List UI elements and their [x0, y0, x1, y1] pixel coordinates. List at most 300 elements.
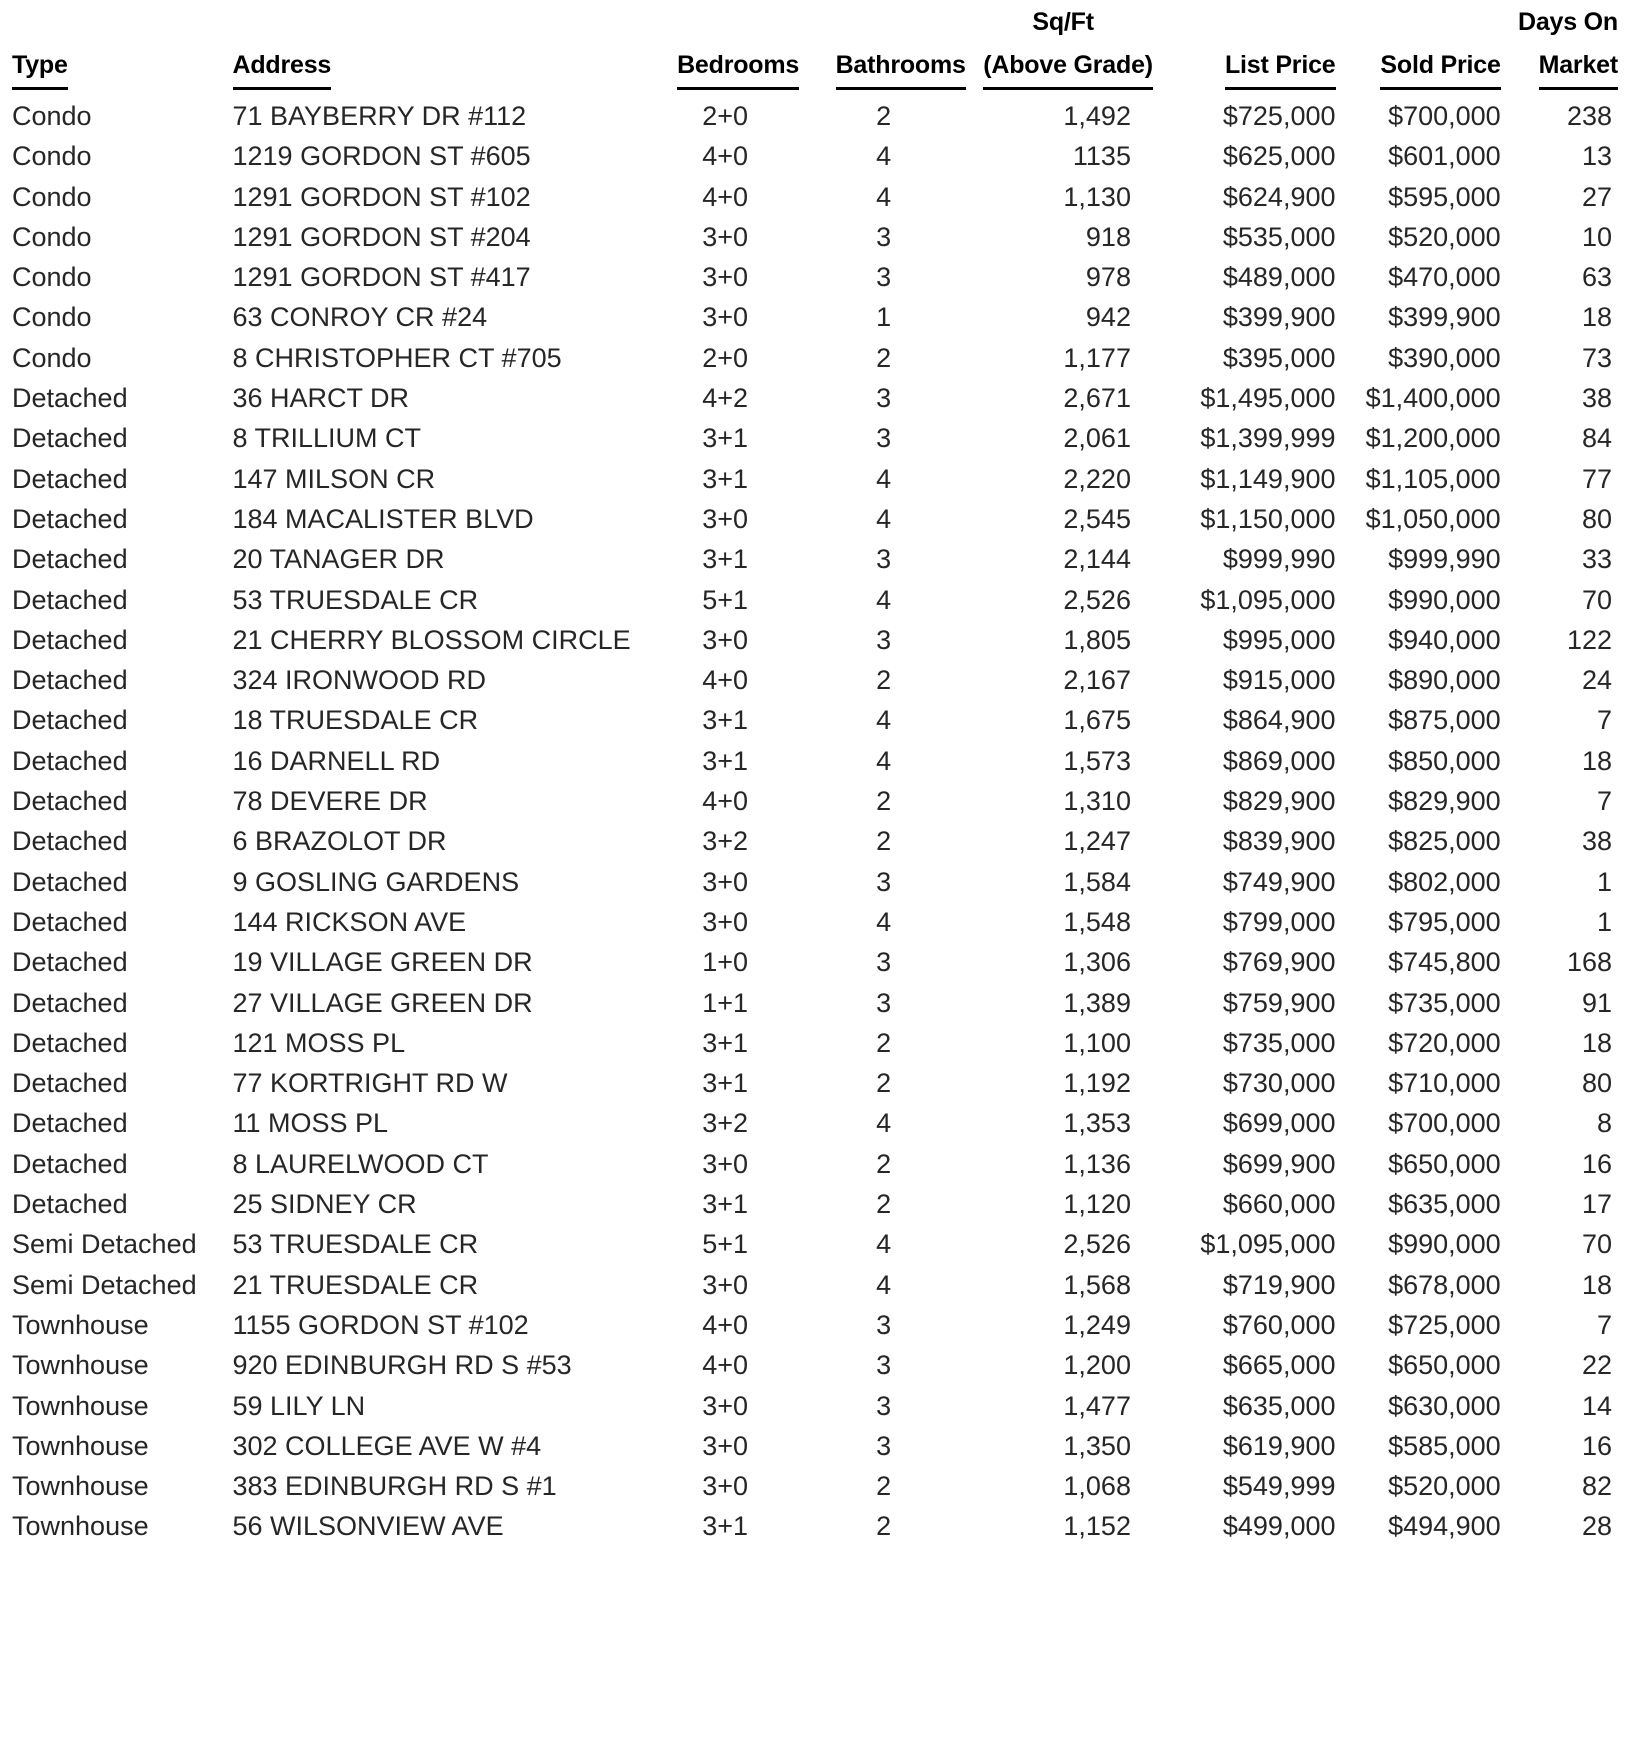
cell-type: Detached [12, 1189, 128, 1220]
cell-dom: 8 [1596, 1108, 1612, 1139]
cell-bedrooms: 1+1 [702, 987, 749, 1018]
cell-bathrooms: 2 [876, 786, 892, 817]
cell-dom: 1 [1596, 906, 1612, 937]
cell-dom: 38 [1581, 826, 1612, 857]
cell-sqft: 1,247 [1063, 826, 1131, 857]
cell-bathrooms: 2 [876, 1068, 892, 1099]
cell-sqft: 2,167 [1063, 665, 1131, 696]
cell-list: $699,000 [1222, 1108, 1336, 1139]
cell-type: Detached [12, 786, 128, 817]
cell-sqft: 1,389 [1063, 987, 1131, 1018]
cell-bedrooms: 4+0 [702, 141, 749, 172]
cell-bedrooms: 3+2 [702, 1108, 749, 1139]
table-body [8, 96, 1626, 1547]
cell-type: Detached [12, 624, 128, 655]
cell-bedrooms: 3+0 [702, 1390, 749, 1421]
cell-type: Detached [12, 463, 128, 494]
table-row[interactable] [8, 1506, 1626, 1546]
cell-dom: 18 [1581, 1027, 1612, 1058]
cell-bathrooms: 4 [876, 1269, 892, 1300]
column-header-dom[interactable] [1509, 0, 1626, 96]
cell-bathrooms: 3 [876, 544, 892, 575]
cell-bedrooms: 1+0 [702, 947, 749, 978]
cell-sqft: 1,477 [1063, 1390, 1131, 1421]
cell-dom: 7 [1596, 705, 1612, 736]
cell-bathrooms: 4 [876, 463, 892, 494]
table-row[interactable] [8, 1426, 1626, 1466]
cell-dom: 91 [1581, 987, 1612, 1018]
cell-address: 16 DARNELL RD [232, 745, 441, 776]
cell-address: 1291 GORDON ST #102 [232, 181, 531, 212]
cell-dom: 17 [1581, 1189, 1612, 1220]
cell-list: $635,000 [1222, 1390, 1336, 1421]
cell-address: 920 EDINBURGH RD S #53 [232, 1350, 572, 1381]
cell-bedrooms: 3+1 [702, 1068, 749, 1099]
cell-bathrooms: 4 [876, 906, 892, 937]
table-row[interactable] [8, 821, 1626, 861]
cell-list: $399,900 [1222, 302, 1336, 333]
cell-address: 25 SIDNEY CR [232, 1189, 417, 1220]
cell-bedrooms: 4+0 [702, 1309, 749, 1340]
property-listings-table [8, 0, 1626, 1547]
cell-sold: $875,000 [1388, 705, 1501, 736]
cell-dom: 38 [1581, 383, 1612, 414]
cell-address: 21 TRUESDALE CR [232, 1269, 479, 1300]
cell-dom: 238 [1566, 101, 1612, 131]
cell-type: Detached [12, 705, 128, 736]
cell-list: $625,000 [1222, 141, 1336, 172]
table-row[interactable] [8, 539, 1626, 579]
column-header-address-label: Address [233, 44, 332, 90]
table-row[interactable] [8, 1386, 1626, 1426]
cell-list: $769,900 [1222, 947, 1336, 978]
column-header-dom-label: Market [1539, 44, 1618, 90]
cell-sold: $399,900 [1388, 302, 1501, 333]
cell-sqft: 942 [1085, 302, 1131, 333]
column-header-bedrooms[interactable] [658, 0, 818, 96]
cell-list: $665,000 [1222, 1350, 1336, 1381]
cell-sold: $1,400,000 [1365, 383, 1501, 414]
cell-bathrooms: 1 [876, 302, 892, 333]
cell-list: $549,999 [1222, 1471, 1336, 1502]
table-row[interactable] [8, 1103, 1626, 1143]
cell-sold: $650,000 [1388, 1148, 1501, 1179]
table-row[interactable] [8, 580, 1626, 620]
cell-type: Detached [12, 665, 128, 696]
table-header [8, 0, 1626, 96]
cell-sqft: 978 [1085, 262, 1131, 293]
cell-type: Condo [12, 181, 92, 212]
cell-list: $725,000 [1222, 101, 1336, 131]
cell-address: 184 MACALISTER BLVD [232, 503, 534, 534]
cell-sold: $700,000 [1388, 1108, 1501, 1139]
table-row[interactable] [8, 1063, 1626, 1103]
column-header-sqft-label: (Above Grade) [983, 44, 1153, 90]
cell-list: $1,095,000 [1200, 584, 1336, 615]
cell-dom: 33 [1581, 544, 1612, 575]
cell-list: $749,900 [1222, 866, 1336, 897]
cell-bedrooms: 3+2 [702, 826, 749, 857]
cell-type: Condo [12, 262, 92, 293]
cell-bathrooms: 2 [876, 1471, 892, 1502]
cell-bathrooms: 2 [876, 665, 892, 696]
column-header-bedrooms-label: Bedrooms [677, 44, 799, 90]
cell-address: 11 MOSS PL [232, 1108, 389, 1139]
cell-bedrooms: 3+1 [702, 544, 749, 575]
cell-type: Townhouse [12, 1430, 149, 1461]
cell-type: Semi Detached [12, 1269, 197, 1300]
cell-list: $1,095,000 [1200, 1229, 1336, 1260]
cell-list: $864,900 [1222, 705, 1336, 736]
cell-sqft: 2,144 [1063, 544, 1131, 575]
cell-sold: $745,800 [1388, 947, 1501, 978]
cell-sqft: 1,120 [1063, 1189, 1131, 1220]
column-header-list[interactable] [1173, 0, 1344, 96]
cell-bathrooms: 3 [876, 262, 892, 293]
cell-dom: 16 [1581, 1148, 1612, 1179]
cell-sold: $635,000 [1388, 1189, 1501, 1220]
cell-dom: 70 [1581, 584, 1612, 615]
header-row [8, 0, 1626, 96]
cell-list: $730,000 [1222, 1068, 1336, 1099]
cell-sold: $940,000 [1388, 624, 1501, 655]
cell-bathrooms: 2 [876, 1189, 892, 1220]
cell-dom: 7 [1596, 1309, 1612, 1340]
cell-list: $1,149,900 [1200, 463, 1336, 494]
cell-sold: $494,900 [1388, 1511, 1501, 1542]
cell-bathrooms: 4 [876, 1229, 892, 1260]
cell-dom: 168 [1566, 947, 1612, 978]
cell-bathrooms: 4 [876, 705, 892, 736]
cell-address: 9 GOSLING GARDENS [232, 866, 520, 897]
cell-sold: $720,000 [1388, 1027, 1501, 1058]
column-header-list-label: List Price [1225, 44, 1336, 90]
cell-type: Detached [12, 947, 128, 978]
cell-bedrooms: 3+1 [702, 1511, 749, 1542]
cell-dom: 14 [1581, 1390, 1612, 1421]
cell-dom: 7 [1596, 786, 1612, 817]
column-header-bathrooms[interactable] [818, 0, 983, 96]
cell-type: Semi Detached [12, 1229, 197, 1260]
cell-bathrooms: 2 [876, 826, 892, 857]
cell-bedrooms: 3+1 [702, 463, 749, 494]
cell-address: 8 LAURELWOOD CT [232, 1148, 489, 1179]
cell-address: 78 DEVERE DR [232, 786, 428, 817]
cell-type: Detached [12, 1027, 128, 1058]
cell-sqft: 2,061 [1063, 423, 1131, 454]
cell-sqft: 1,249 [1063, 1309, 1131, 1340]
cell-bathrooms: 2 [876, 1148, 892, 1179]
table-row[interactable] [8, 781, 1626, 821]
cell-type: Detached [12, 1108, 128, 1139]
table-row[interactable] [8, 983, 1626, 1023]
cell-sold: $990,000 [1388, 584, 1501, 615]
cell-type: Detached [12, 906, 128, 937]
table-row[interactable] [8, 499, 1626, 539]
table-row[interactable] [8, 257, 1626, 297]
cell-bedrooms: 3+0 [702, 302, 749, 333]
cell-dom: 18 [1581, 302, 1612, 333]
cell-address: 1291 GORDON ST #417 [232, 262, 531, 293]
table-row[interactable] [8, 620, 1626, 660]
cell-dom: 70 [1581, 1229, 1612, 1260]
cell-list: $869,000 [1222, 745, 1336, 776]
cell-dom: 82 [1581, 1471, 1612, 1502]
table-row[interactable] [8, 942, 1626, 982]
column-header-type[interactable] [8, 0, 227, 96]
cell-sqft: 2,671 [1063, 383, 1131, 414]
cell-bathrooms: 3 [876, 866, 892, 897]
cell-sold: $802,000 [1388, 866, 1501, 897]
cell-sqft: 1,548 [1063, 906, 1131, 937]
cell-sqft: 1135 [1072, 141, 1131, 172]
cell-bathrooms: 4 [876, 584, 892, 615]
cell-list: $999,990 [1222, 544, 1336, 575]
cell-bedrooms: 4+0 [702, 181, 749, 212]
cell-sold: $520,000 [1388, 1471, 1501, 1502]
cell-list: $1,399,999 [1200, 423, 1336, 454]
cell-address: 71 BAYBERRY DR #112 [232, 101, 527, 131]
table-row[interactable] [8, 862, 1626, 902]
cell-type: Detached [12, 1068, 128, 1099]
cell-address: 59 LILY LN [232, 1390, 366, 1421]
table-row[interactable] [8, 418, 1626, 458]
cell-address: 36 HARCT DR [232, 383, 410, 414]
table-row[interactable] [8, 1023, 1626, 1063]
cell-dom: 1 [1596, 866, 1612, 897]
cell-dom: 80 [1581, 503, 1612, 534]
table-row[interactable] [8, 177, 1626, 217]
cell-dom: 80 [1581, 1068, 1612, 1099]
cell-list: $499,000 [1222, 1511, 1336, 1542]
table-row[interactable] [8, 1466, 1626, 1506]
cell-dom: 73 [1581, 342, 1612, 373]
table-row[interactable] [8, 700, 1626, 740]
cell-bathrooms: 2 [876, 1511, 892, 1542]
cell-sqft: 1,350 [1063, 1430, 1131, 1461]
cell-bedrooms: 3+1 [702, 745, 749, 776]
cell-bedrooms: 3+1 [702, 1027, 749, 1058]
cell-address: 8 TRILLIUM CT [232, 423, 422, 454]
cell-dom: 10 [1581, 221, 1612, 252]
table-row[interactable] [8, 1305, 1626, 1345]
column-header-address[interactable] [227, 0, 659, 96]
cell-bathrooms: 4 [876, 503, 892, 534]
cell-sqft: 2,545 [1063, 503, 1131, 534]
cell-address: 147 MILSON CR [232, 463, 436, 494]
table-row[interactable] [8, 378, 1626, 418]
table-row[interactable] [8, 1265, 1626, 1305]
cell-sold: $990,000 [1388, 1229, 1501, 1260]
cell-address: 121 MOSS PL [232, 1027, 406, 1058]
cell-address: 1219 GORDON ST #605 [232, 141, 531, 172]
column-header-sold[interactable] [1344, 0, 1509, 96]
cell-list: $735,000 [1222, 1027, 1336, 1058]
cell-dom: 22 [1581, 1350, 1612, 1381]
cell-list: $915,000 [1222, 665, 1336, 696]
cell-type: Detached [12, 987, 128, 1018]
cell-bedrooms: 3+1 [702, 423, 749, 454]
table-row[interactable] [8, 297, 1626, 337]
cell-sold: $999,990 [1388, 544, 1501, 575]
cell-sqft: 2,526 [1063, 584, 1131, 615]
cell-address: 1155 GORDON ST #102 [232, 1309, 529, 1340]
cell-type: Detached [12, 503, 128, 534]
cell-bathrooms: 3 [876, 1430, 892, 1461]
cell-bedrooms: 2+0 [702, 342, 749, 373]
cell-bathrooms: 3 [876, 1309, 892, 1340]
cell-sold: $850,000 [1388, 745, 1501, 776]
cell-address: 63 CONROY CR #24 [232, 302, 488, 333]
cell-list: $395,000 [1222, 342, 1336, 373]
cell-sold: $595,000 [1388, 181, 1501, 212]
table-row[interactable] [8, 217, 1626, 257]
cell-bedrooms: 3+0 [702, 262, 749, 293]
cell-sqft: 1,805 [1063, 624, 1131, 655]
cell-sqft: 1,568 [1063, 1269, 1131, 1300]
cell-list: $719,900 [1222, 1269, 1336, 1300]
cell-bedrooms: 4+2 [702, 383, 749, 414]
table-row[interactable] [8, 741, 1626, 781]
cell-sold: $1,050,000 [1365, 503, 1501, 534]
cell-address: 77 KORTRIGHT RD W [232, 1068, 508, 1099]
cell-sqft: 1,130 [1063, 181, 1131, 212]
column-header-sqft-top: Sq/Ft [1032, 8, 1094, 36]
cell-address: 53 TRUESDALE CR [232, 1229, 479, 1260]
table-row[interactable] [8, 902, 1626, 942]
column-header-dom-top: Days On [1517, 8, 1618, 36]
cell-list: $995,000 [1222, 624, 1336, 655]
cell-bathrooms: 3 [876, 947, 892, 978]
cell-sold: $725,000 [1388, 1309, 1501, 1340]
cell-sqft: 1,573 [1063, 745, 1131, 776]
cell-type: Detached [12, 1148, 128, 1179]
cell-list: $624,900 [1222, 181, 1336, 212]
cell-list: $1,495,000 [1200, 383, 1336, 414]
cell-sold: $1,200,000 [1365, 423, 1501, 454]
cell-type: Detached [12, 383, 128, 414]
cell-type: Townhouse [12, 1511, 149, 1542]
cell-bathrooms: 4 [876, 141, 892, 172]
cell-bathrooms: 2 [876, 101, 892, 131]
cell-bathrooms: 3 [876, 423, 892, 454]
cell-list: $829,900 [1222, 786, 1336, 817]
cell-sqft: 2,526 [1063, 1229, 1131, 1260]
cell-sqft: 1,068 [1063, 1471, 1131, 1502]
cell-bedrooms: 3+0 [702, 1148, 749, 1179]
cell-sqft: 1,200 [1063, 1350, 1131, 1381]
cell-sqft: 1,492 [1063, 101, 1131, 131]
cell-bathrooms: 3 [876, 383, 892, 414]
cell-dom: 16 [1581, 1430, 1612, 1461]
cell-sold: $795,000 [1388, 906, 1501, 937]
cell-bedrooms: 5+1 [702, 1229, 749, 1260]
cell-sold: $630,000 [1388, 1390, 1501, 1421]
cell-bathrooms: 2 [876, 1027, 892, 1058]
cell-bedrooms: 3+0 [702, 221, 749, 252]
cell-sqft: 918 [1085, 221, 1131, 252]
cell-type: Condo [12, 221, 92, 252]
cell-sold: $710,000 [1388, 1068, 1501, 1099]
cell-sold: $1,105,000 [1365, 463, 1501, 494]
cell-sqft: 1,136 [1063, 1148, 1131, 1179]
cell-list: $535,000 [1222, 221, 1336, 252]
cell-type: Detached [12, 745, 128, 776]
table-row[interactable] [8, 459, 1626, 499]
cell-address: 20 TANAGER DR [232, 544, 445, 575]
cell-sold: $890,000 [1388, 665, 1501, 696]
cell-bedrooms: 4+0 [702, 1350, 749, 1381]
cell-bedrooms: 4+0 [702, 665, 749, 696]
cell-type: Townhouse [12, 1309, 149, 1340]
cell-type: Detached [12, 544, 128, 575]
cell-type: Townhouse [12, 1350, 149, 1381]
table-row[interactable] [8, 338, 1626, 378]
cell-list: $699,900 [1222, 1148, 1336, 1179]
cell-bathrooms: 3 [876, 624, 892, 655]
cell-address: 6 BRAZOLOT DR [232, 826, 447, 857]
cell-sold: $585,000 [1388, 1430, 1501, 1461]
table-row[interactable] [8, 96, 1626, 136]
cell-type: Condo [12, 302, 92, 333]
cell-address: 27 VILLAGE GREEN DR [232, 987, 533, 1018]
column-header-type-label: Type [12, 44, 68, 90]
cell-dom: 18 [1581, 745, 1612, 776]
cell-dom: 28 [1581, 1511, 1612, 1542]
cell-bathrooms: 2 [876, 342, 892, 373]
cell-sqft: 1,192 [1063, 1068, 1131, 1099]
cell-address: 19 VILLAGE GREEN DR [232, 947, 533, 978]
cell-dom: 122 [1566, 624, 1612, 655]
cell-list: $489,000 [1222, 262, 1336, 293]
cell-bedrooms: 2+0 [702, 101, 749, 131]
cell-address: 56 WILSONVIEW AVE [232, 1511, 504, 1542]
cell-sqft: 1,584 [1063, 866, 1131, 897]
table-row[interactable] [8, 1345, 1626, 1385]
cell-type: Condo [12, 342, 92, 373]
cell-sqft: 1,152 [1063, 1511, 1131, 1542]
table-row[interactable] [8, 1184, 1626, 1224]
cell-bedrooms: 3+0 [702, 1269, 749, 1300]
cell-bedrooms: 3+0 [702, 1471, 749, 1502]
cell-bathrooms: 3 [876, 221, 892, 252]
cell-address: 53 TRUESDALE CR [232, 584, 479, 615]
cell-address: 21 CHERRY BLOSSOM CIRCLE [232, 624, 631, 655]
table-row[interactable] [8, 1224, 1626, 1264]
column-header-sqft[interactable] [983, 0, 1173, 96]
cell-bedrooms: 3+0 [702, 866, 749, 897]
cell-dom: 27 [1581, 181, 1612, 212]
cell-bathrooms: 4 [876, 745, 892, 776]
cell-bedrooms: 3+1 [702, 1189, 749, 1220]
cell-bedrooms: 4+0 [702, 786, 749, 817]
cell-type: Townhouse [12, 1390, 149, 1421]
table-row[interactable] [8, 1144, 1626, 1184]
cell-address: 18 TRUESDALE CR [232, 705, 479, 736]
cell-bedrooms: 3+1 [702, 705, 749, 736]
column-header-sold-label: Sold Price [1380, 44, 1500, 90]
cell-type: Condo [12, 141, 92, 172]
cell-sqft: 1,177 [1063, 342, 1131, 373]
cell-bedrooms: 3+0 [702, 624, 749, 655]
table-row[interactable] [8, 660, 1626, 700]
cell-address: 324 IRONWOOD RD [232, 665, 487, 696]
column-header-bathrooms-label: Bathrooms [836, 44, 966, 90]
cell-list: $799,000 [1222, 906, 1336, 937]
table-row[interactable] [8, 136, 1626, 176]
cell-sold: $700,000 [1388, 101, 1501, 131]
cell-sold: $735,000 [1388, 987, 1501, 1018]
